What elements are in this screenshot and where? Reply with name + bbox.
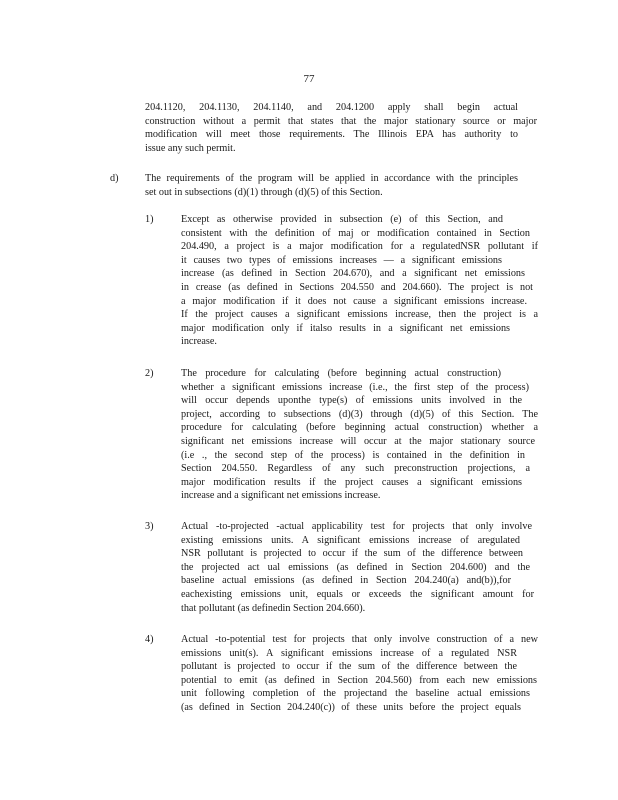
item-paragraph [181,367,538,503]
text-line: Actual -to-potential test for projects that only involve construction of a new [181,634,538,645]
item-label: 2) [145,368,154,379]
text-line: project, according to subsections (d)(3) through (d)(5) of this Section. The [181,408,538,420]
text-line: whether a significant emissions increase (i.e., the first step of the process) [181,381,529,393]
text-line: major modification results if the project causes a significant emissions [181,476,522,488]
text-line: potential to emit (as defined in Section 204.560) from each new emissions [181,674,537,686]
text-line: significant net emissions increase will occur at the major stationary source [181,435,535,447]
text-line: existing emissions units. A significant emissions increase of aregulated [181,534,520,546]
section-label: d) [110,173,119,184]
text-line: the projected act ual emissions (as defined in Section 204.600) and the [181,561,530,573]
item-paragraph [181,520,538,615]
text-line: increase (as defined in Section 204.670), and a significant net emissions [181,268,525,280]
item-paragraph [181,213,538,349]
item-label: 3) [145,521,154,532]
text-line: If the project causes a significant emissions increase, then the project is a [181,309,538,321]
text-line: issue any such permit. [145,142,236,154]
text-line: set out in subsections (d)(1) through (d)(5) of this Section. [145,186,383,198]
text-line: procedure for calculating (before beginning actual construction) whether a [181,422,538,434]
page-number: 77 [303,73,315,85]
text-line: increase. [181,336,217,348]
text-line: emissions unit(s). A significant emissions increase of a regulated NSR [181,647,517,659]
text-line: eachexisting emissions unit, equals or exceeds the significant amount for [181,588,534,600]
item-label: 1) [145,214,154,225]
text-line: (as defined in Section 204.240(c)) of these units before the project equals [181,701,521,713]
item-paragraph [181,633,538,715]
section-d-paragraph [145,172,518,199]
text-line: (i.e ., the second step of the process) is contained in the definition in [181,449,525,461]
text-line: NSR pollutant is projected to occur if the sum of the difference between [181,548,523,560]
text-line: increase and a significant net emissions increase. [181,490,381,502]
text-line: construction without a permit that states that the major stationary source or major [145,115,537,127]
text-line: in crease (as defined in Sections 204.550 and 204.660). The project is not [181,281,533,293]
text-line: baseline actual emissions (as defined in Section 204.240(a) and(b)),for [181,575,511,587]
text-line: 204.490, a project is a major modification for a regulatedNSR pollutant if [181,241,538,253]
text-line: pollutant is projected to occur if the sum of the difference between the [181,661,517,673]
text-line: unit following completion of the projectand the baseline actual emissions [181,688,530,700]
text-line: The procedure for calculating (before beginning actual construction) [181,368,501,379]
text-line: The requirements of the program will be applied in accordance with the principles [145,173,518,184]
text-line: Section 204.550. Regardless of any such preconstruction projections, a [181,463,530,475]
text-line: will occur depends uponthe type(s) of emissions units involved in the [181,395,522,407]
item-label: 4) [145,634,154,645]
intro-paragraph [145,101,537,155]
text-line: a major modification if it does not cause a significant emissions increase. [181,295,527,307]
text-line: Except as otherwise provided in subsection (e) of this Section, and [181,214,503,225]
text-line: consistent with the definition of maj or modification contained in Section [181,227,530,239]
text-line: 204.1120, 204.1130, 204.1140, and 204.1200 apply shall begin actual [145,102,518,113]
text-line: major modification only if italso results in a significant net emissions [181,322,510,334]
text-line: Actual -to-projected -actual applicability test for projects that only involve [181,521,532,532]
text-line: modification will meet those requirements. The Illinois EPA has authority to [145,129,518,141]
text-line: it causes two types of emissions increases — a significant emissions [181,254,502,266]
text-line: that pollutant (as definedin Section 204.660). [181,602,366,614]
